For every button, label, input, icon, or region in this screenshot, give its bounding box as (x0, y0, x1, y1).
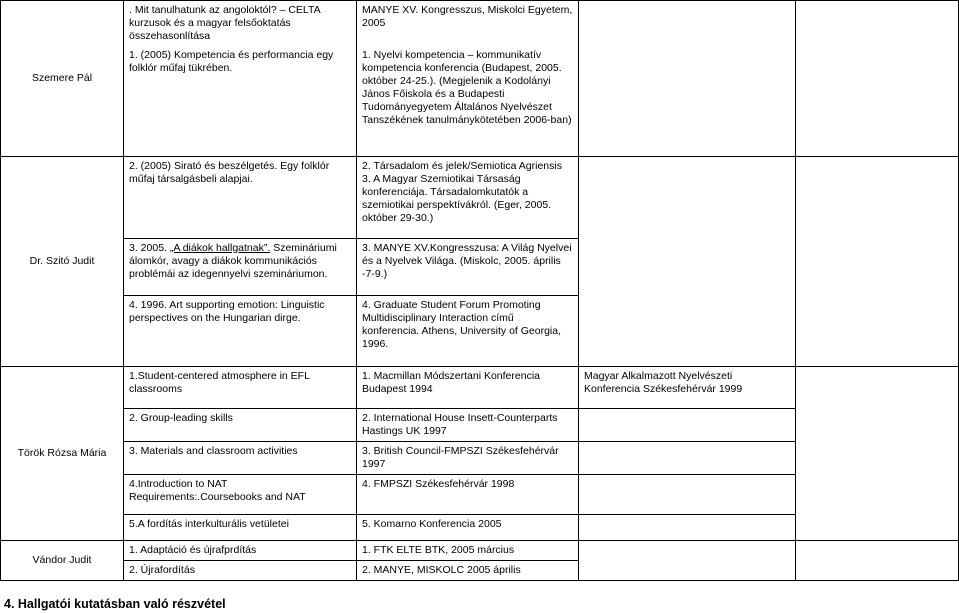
author-name-szemere: Szemere Pál (1, 1, 124, 157)
paper-title: 1. Adaptáció és újrafprdítás (124, 540, 357, 560)
conference-cell: 4. Graduate Student Forum Promoting Multidisciplinary Interaction című konferencia. Athens, University of Georgia, 1996. (357, 295, 579, 366)
paper-title: 4. 1996. Art supporting emotion: Linguistic perspectives on the Hungarian dirge. (124, 295, 357, 366)
empty-cell (796, 1, 959, 157)
paper-title: 1. (2005) Kompetencia és performancia egy folklór műfaj tükrében. (124, 46, 357, 156)
author-name-szito: Dr. Szitó Judit (1, 156, 124, 366)
paper-title: 3. Materials and classroom activities (124, 441, 357, 474)
conference-cell: MANYE XV. Kongresszus, Miskolci Egyetem, 2005 (357, 1, 579, 47)
conference-cell: 1. Nyelvi kompetencia – kommunikatív kompetencia konferencia (Budapest, 2005. október 24-25.). (Megjelenik a Kodolányi János Főiskola és a Budapesti Tudományegyetem Általános Nyelvészet Tanszékének tanulmánykötetében 2006-ban) (357, 46, 579, 156)
conference-cell: 2. International House Insett-Counterparts Hastings UK 1997 (357, 408, 579, 441)
empty-cell (579, 156, 796, 366)
empty-cell (579, 441, 796, 474)
paper-title: 3. 2005. „A diákok hallgatnak”. Szemináriumi álomkór, avagy a diákok kommunikációs problémái az idegennyelvi szemináriumon. (124, 238, 357, 295)
paper-title: 1.Student-centered atmosphere in EFL classrooms (124, 366, 357, 408)
author-name-vandor: Vándor Judit (1, 540, 124, 580)
conference-cell: 3. British Council-FMPSZI Székesfehérvár 1997 (357, 441, 579, 474)
paper-title: 2. Újrafordítás (124, 560, 357, 580)
empty-cell (796, 540, 959, 580)
conference-cell: Magyar Alkalmazott Nyelvészeti Konferencia Székesfehérvár 1999 (579, 366, 796, 408)
paper-title: 2. (2005) Sirató és beszélgetés. Egy folklór műfaj társalgásbeli alapjai. (124, 156, 357, 238)
conference-cell: 2. MANYE, MISKOLC 2005 április (357, 560, 579, 580)
empty-cell (579, 474, 796, 514)
paper-title-highlight: „A diákok hallgatnak”. (169, 241, 271, 254)
empty-cell (579, 540, 796, 580)
paper-title: 5.A fordítás interkulturális vetületei (124, 514, 357, 540)
conference-cell: 3. MANYE XV.Kongresszusa: A Világ Nyelvei és a Nyelvek Világa. (Miskolc, 2005. április -7-9.) (357, 238, 579, 295)
table-row (1, 540, 959, 560)
empty-cell (579, 514, 796, 540)
author-name-torok: Török Rózsa Mária (1, 366, 124, 540)
conference-cell: 1. Macmillan Módszertani Konferencia Budapest 1994 (357, 366, 579, 408)
table-row (1, 156, 959, 238)
section-heading: 4. Hallgatói kutatásban való részvétel (4, 597, 226, 611)
conference-cell: 1. FTK ELTE BTK, 2005 március (357, 540, 579, 560)
empty-cell (796, 156, 959, 366)
conference-cell: 2. Társadalom és jelek/Semiotica Agriensis 3. A Magyar Szemiotikai Társaság konferenciája. Társadalomkutatók a szemiotikai perspektívákról. (Eger, 2005. október 29-30.) (357, 156, 579, 238)
paper-title: 2. Group-leading skills (124, 408, 357, 441)
empty-cell (579, 408, 796, 441)
empty-cell (796, 366, 959, 540)
table-row (1, 1, 959, 47)
empty-cell (579, 1, 796, 157)
conference-cell: 4. FMPSZI Székesfehérvár 1998 (357, 474, 579, 514)
paper-title: 4.Introduction to NAT Requirements:.Coursebooks and NAT (124, 474, 357, 514)
table-row (1, 366, 959, 408)
conference-cell: 5. Komarno Konferencia 2005 (357, 514, 579, 540)
paper-title: . Mit tanulhatunk az angoloktól? – CELTA kurzusok és a magyar felsőoktatás összehasonlítása (124, 1, 357, 47)
